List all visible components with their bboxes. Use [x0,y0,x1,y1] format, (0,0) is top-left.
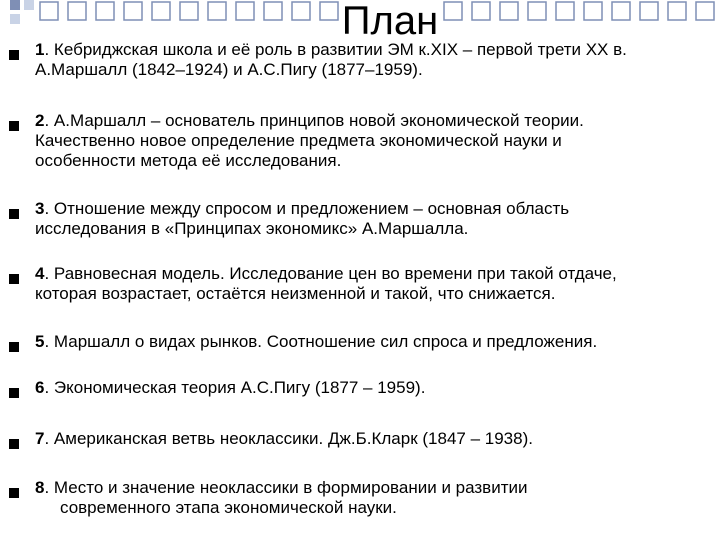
item-line: . А.Маршалл – основатель принципов новой экономической теории. [44,111,584,130]
list-item [0,332,720,380]
square-bullet-icon [9,274,19,284]
list-item [0,429,720,477]
page-title: План [341,0,439,43]
item-line: . Отношение между спросом и предложением – основная область [44,199,570,218]
item-number: 2 [35,111,45,130]
item-line: А.Маршалл (1842–1924) и А.С.Пигу (1877–1959). [35,60,423,79]
item-number: 4 [35,264,45,283]
item-number: 5 [35,332,45,351]
list-item-text [35,429,720,449]
square-bullet-icon [9,209,19,219]
item-number: 6 [35,378,45,397]
list-item-text [35,378,720,398]
square-bullet-icon [9,342,19,352]
item-line: . Экономическая теория А.С.Пигу (1877 – 1959). [44,378,426,397]
item-line: Качественно новое определение предмета экономической науки и [35,131,562,150]
item-line: . Американская ветвь неоклассики. Дж.Б.Кларк (1847 – 1938). [44,429,533,448]
list-item-text [35,40,720,80]
item-line: которая возрастает, остаётся неизменной и такой, что снижается. [35,284,556,303]
item-line: особенности метода её исследования. [35,151,342,170]
list-item [0,40,720,88]
item-line: современного этапа экономической науки. [60,498,397,517]
list-item-text [35,332,720,352]
square-bullet-icon [9,439,19,449]
item-number: 8 [35,478,45,497]
list-item [0,199,720,247]
list-item [0,111,720,170]
item-line: исследования в «Принципах экономикс» А.Маршалла. [35,219,469,238]
item-number: 1 [35,40,45,59]
list-item [0,378,720,426]
item-line: . Равновесная модель. Исследование цен во времени при такой отдаче, [44,264,617,283]
list-item-text [35,264,720,304]
list-item-text [35,199,720,239]
square-bullet-icon [9,121,19,131]
list-item [0,478,720,526]
item-line: . Место и значение неоклассики в формировании и развитии [44,478,528,497]
square-bullet-icon [9,50,19,60]
list-item-text [35,111,720,171]
list-item [0,264,720,312]
item-line: . Кебриджская школа и её роль в развитии ЭМ к.XIX – первой трети XX в. [44,40,627,59]
item-number: 3 [35,199,45,218]
list-item-text [35,478,720,518]
square-bullet-icon [9,488,19,498]
square-bullet-icon [9,388,19,398]
item-number: 7 [35,429,45,448]
item-line: . Маршалл о видах рынков. Соотношение сил спроса и предложения. [44,332,598,351]
